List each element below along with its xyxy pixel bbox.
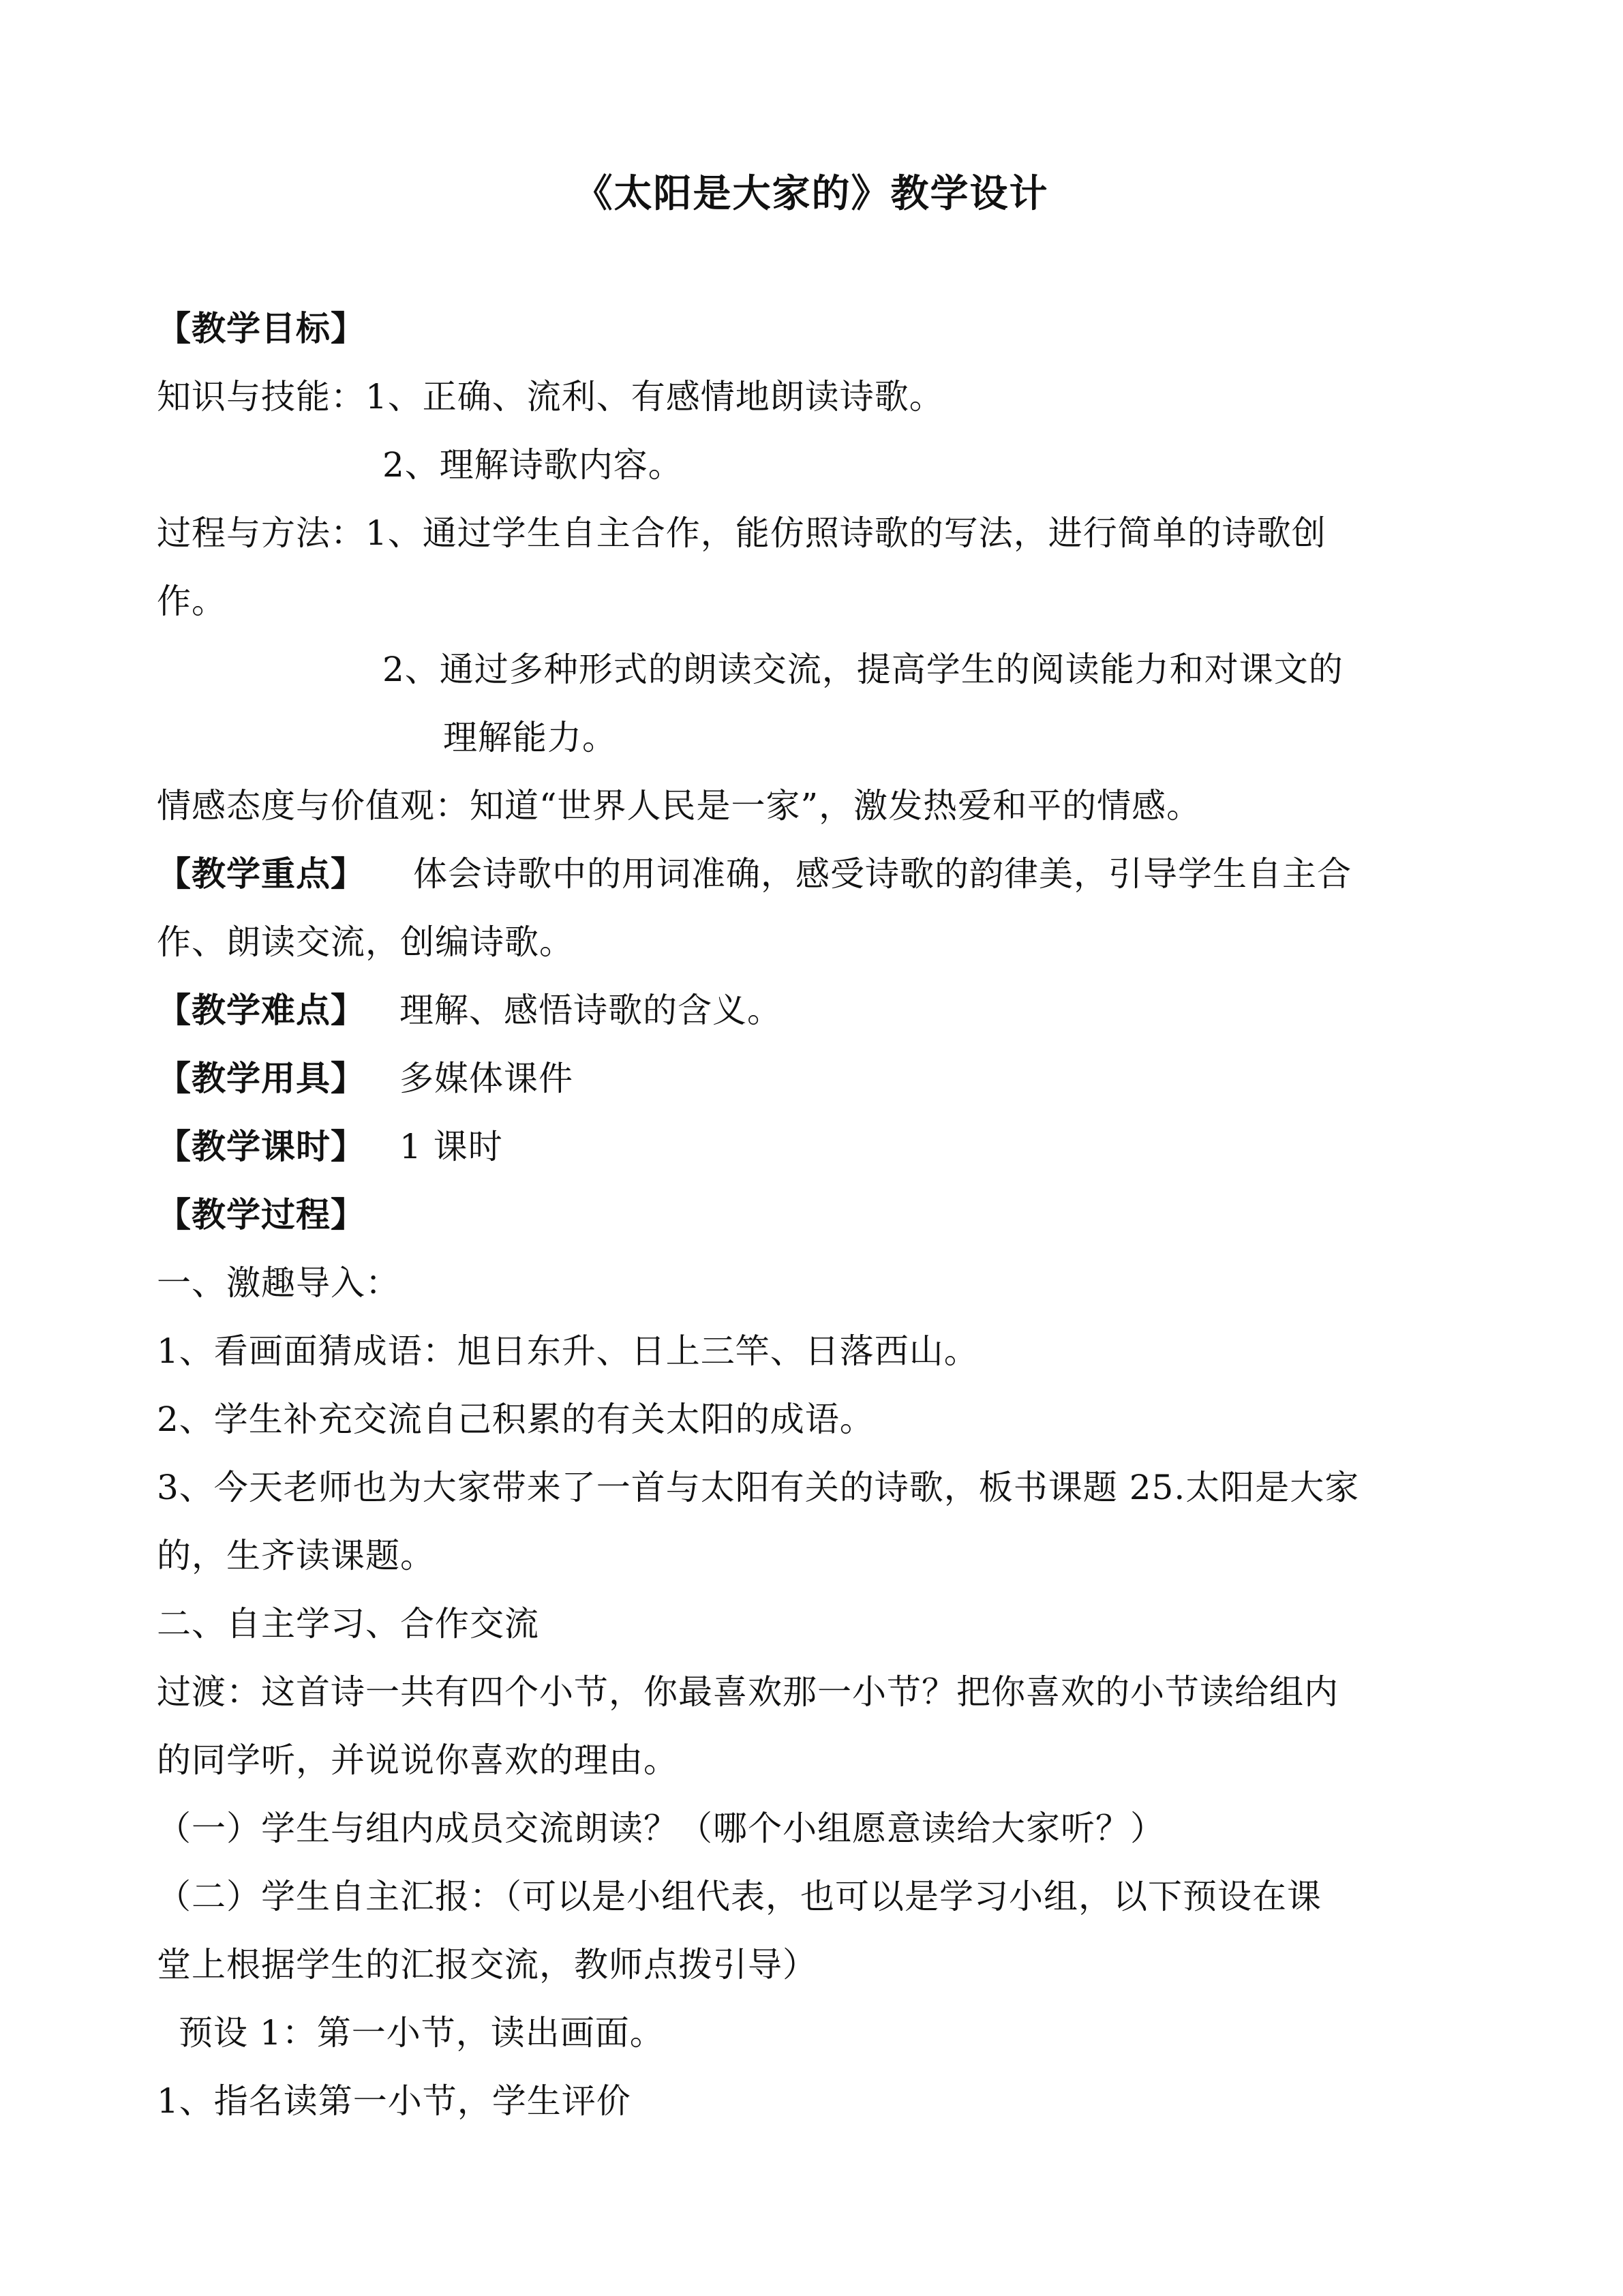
process-item-1b: 作。 [157, 581, 226, 621]
intro-step-3b: 的，生齐读课题。 [157, 1536, 435, 1575]
process-item-2a: 2、通过多种形式的朗读交流，提高学生的阅读能力和对课文的 [382, 650, 1344, 689]
step-1: 1、指名读第一小节，学生评价 [157, 2081, 631, 2121]
key-points-text-a: 体会诗歌中的用词准确，感受诗歌的韵律美，引导学生自主合 [413, 854, 1352, 894]
key-points-heading: 【教学重点】 [157, 854, 365, 894]
skills-line-1 [157, 376, 944, 417]
process-label: 过程与方法： [157, 513, 365, 553]
tools-heading: 【教学用具】 [157, 1059, 365, 1098]
sub-section-1: （一）学生与组内成员交流朗读？（哪个小组愿意读给大家听？） [157, 1809, 1165, 1848]
transition-a: 过渡：这首诗一共有四个小节，你最喜欢那一小节？把你喜欢的小节读给组内 [157, 1672, 1339, 1712]
process-item-1a: 1、通过学生自主合作，能仿照诗歌的写法，进行简单的诗歌创 [365, 513, 1326, 553]
sub-section-2b: 堂上根据学生的汇报交流，教师点拨引导） [157, 1945, 817, 1984]
skills-item-1: 1、正确、流利、有感情地朗读诗歌。 [365, 377, 944, 417]
preset-1: 预设 1：第一小节，读出画面。 [179, 2013, 665, 2053]
intro-step-2: 2、学生补充交流自己积累的有关太阳的成语。 [157, 1400, 875, 1439]
difficulty-line [157, 990, 782, 1031]
difficulty-heading: 【教学难点】 [157, 991, 365, 1030]
hours-text: 1 课时 [399, 1127, 503, 1166]
intro-step-1: 1、看画面猜成语：旭日东升、日上三竿、日落西山。 [157, 1331, 979, 1371]
difficulty-text: 理解、感悟诗歌的含义。 [399, 991, 782, 1030]
tools-text: 多媒体课件 [399, 1059, 573, 1098]
part2-title: 二、自主学习、合作交流 [157, 1604, 539, 1644]
process-item-2b: 理解能力。 [443, 718, 617, 757]
hours-heading: 【教学课时】 [157, 1127, 365, 1166]
attitude-line: 情感态度与价值观：知道“世界人民是一家”，激发热爱和平的情感。 [157, 786, 1202, 826]
key-points-line [157, 854, 1352, 894]
transition-b: 的同学听，并说说你喜欢的理由。 [157, 1740, 678, 1780]
procedure-heading: 【教学过程】 [157, 1195, 365, 1235]
skills-label: 知识与技能： [157, 377, 365, 417]
key-points-text-b: 作、朗读交流，创编诗歌。 [157, 922, 574, 962]
intro-step-3a: 3、今天老师也为大家带来了一首与太阳有关的诗歌，板书课题 25.太阳是大家 [157, 1468, 1360, 1507]
skills-item-2: 2、理解诗歌内容。 [382, 445, 683, 485]
page-title: 《太阳是大家的》教学设计 [574, 172, 1049, 216]
tools-line [157, 1058, 573, 1099]
intro-title: 一、激趣导入： [157, 1263, 400, 1303]
objectives-heading: 【教学目标】 [157, 309, 365, 348]
process-line-1 [157, 513, 1326, 554]
sub-section-2a: （二）学生自主汇报：（可以是小组代表，也可以是学习小组，以下预设在课 [157, 1877, 1322, 1916]
hours-line [157, 1126, 503, 1167]
